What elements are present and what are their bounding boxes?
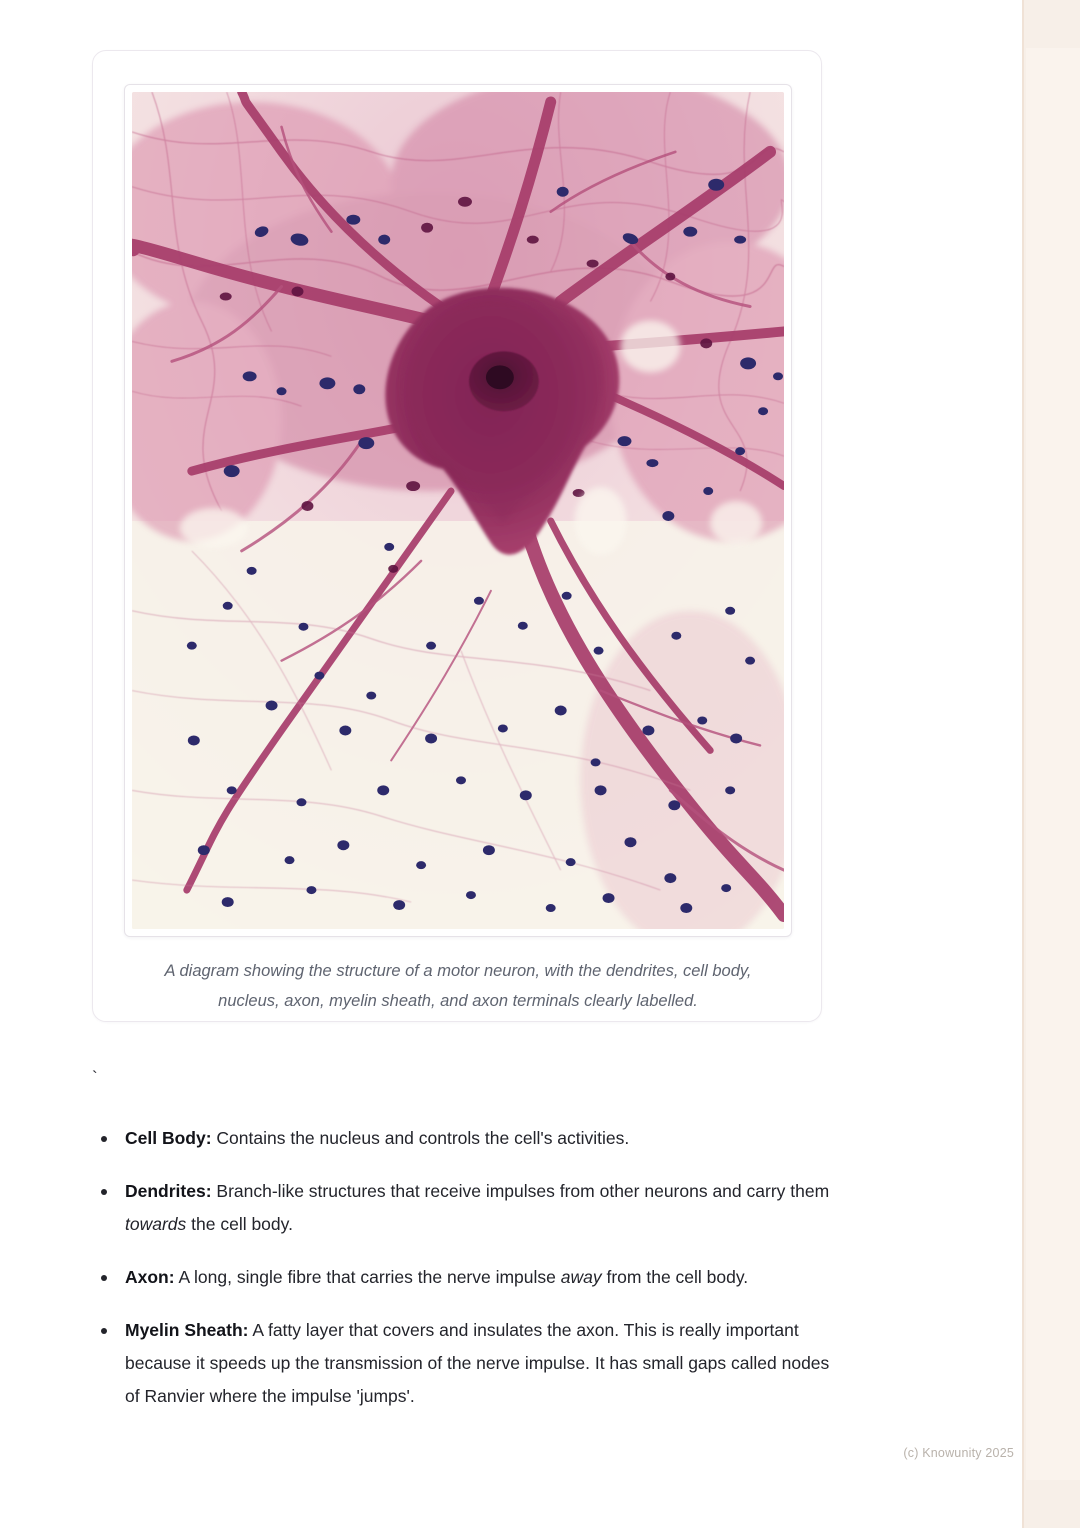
right-side-strip [1022, 0, 1080, 1528]
list-item-term: Axon: [125, 1267, 175, 1287]
list-item [92, 1122, 832, 1155]
figure-caption: A diagram showing the structure of a motor neuron, with the dendrites, cell body, nucleus, axon, myelin sheath, and axon terminals clearly labelled. [164, 962, 752, 1010]
list-item-text-0: Contains the nucleus and controls the cell's activities. [211, 1128, 630, 1148]
list-item-text-0: A long, single fibre that carries the nerve impulse [174, 1267, 561, 1287]
figure-frame [124, 84, 792, 937]
watermark: (c) Knowunity 2025 [903, 1446, 1014, 1460]
list-item-text-2: the cell body. [186, 1214, 293, 1234]
neuron-parts-list [92, 1122, 832, 1433]
list-item-term: Myelin Sheath: [125, 1320, 249, 1340]
list-item-text-0: Branch-like structures that receive impulses from other neurons and carry them [211, 1181, 830, 1201]
motor-neuron-micrograph [132, 92, 784, 929]
list-item-text-0: A fatty layer that covers and insulates the axon. This is really important because it speeds up the transmission of the nerve impulse. It has small gaps called nodes of Ranvier where the impulse 'jumps'. [125, 1320, 830, 1406]
list-item [92, 1175, 832, 1241]
list-item [92, 1314, 832, 1413]
figure-card [92, 50, 822, 1022]
stray-backtick: ` [92, 1068, 98, 1087]
neuron-micrograph-svg [132, 92, 784, 929]
list-item-emphasis: away [560, 1267, 602, 1287]
list-item [92, 1261, 832, 1294]
list-item-term: Dendrites: [125, 1181, 212, 1201]
list-item-term: Cell Body: [125, 1128, 212, 1148]
list-item-text-2: from the cell body. [601, 1267, 749, 1287]
list-item-emphasis: towards [125, 1214, 187, 1234]
right-side-strip-inner [1026, 48, 1080, 1480]
